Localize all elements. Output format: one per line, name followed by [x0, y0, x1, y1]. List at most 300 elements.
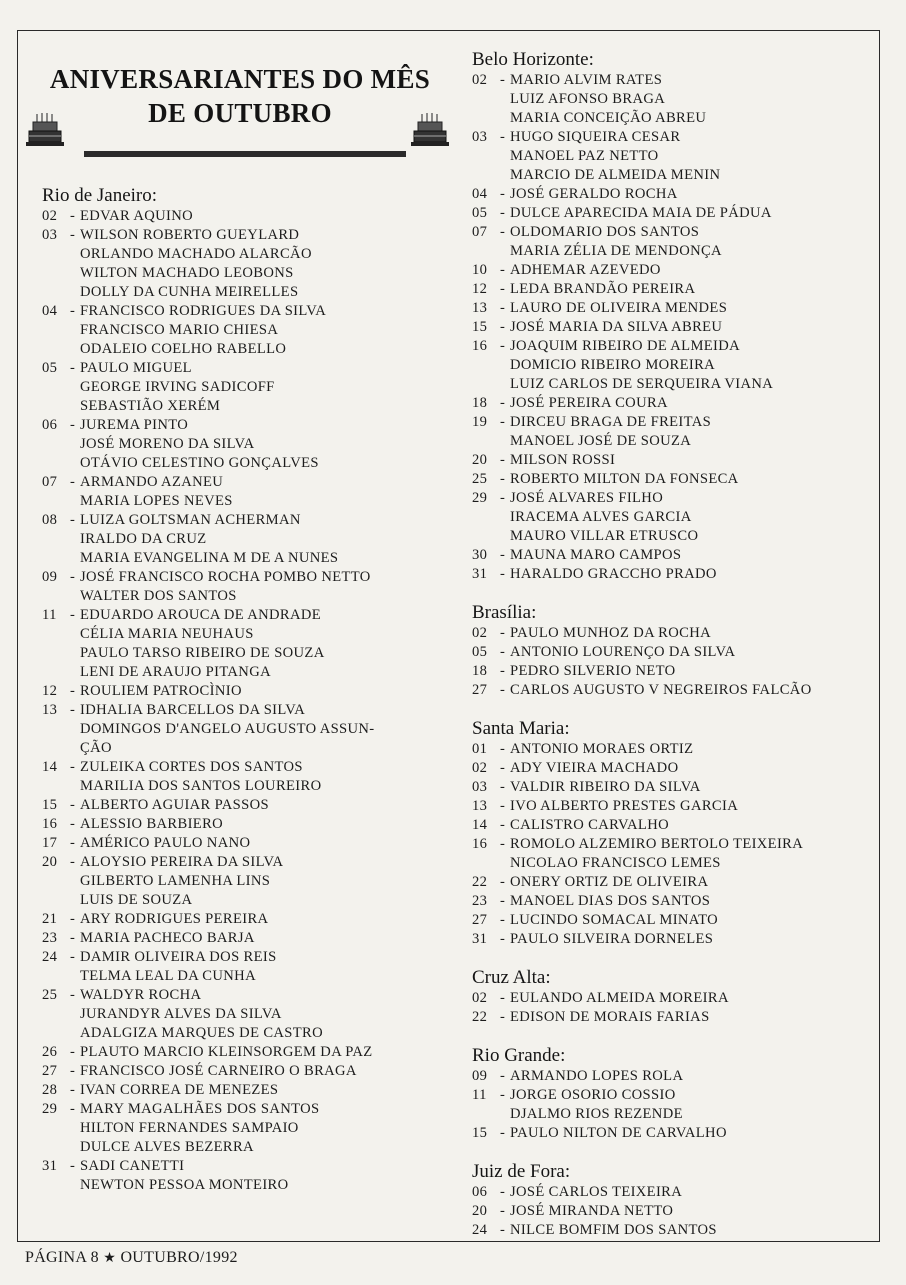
birthday-entry: [42, 359, 452, 416]
member-name: ADALGIZA MARQUES DE CASTRO: [80, 1025, 324, 1041]
entry-names: [510, 892, 710, 911]
entry-day: 29: [42, 1101, 58, 1117]
entry-day: 18: [472, 663, 488, 679]
entry-day: 18: [472, 395, 488, 411]
entry-separator: -: [500, 779, 506, 795]
member-name: MILSON ROSSI: [510, 452, 616, 468]
entry-day: 02: [472, 72, 488, 88]
entry-separator: -: [70, 835, 76, 851]
entry-names: [510, 1067, 683, 1086]
entry-day: 20: [472, 452, 488, 468]
entry-names: [510, 1124, 727, 1143]
right-column: [472, 50, 872, 1240]
member-name: JOSÉ MIRANDA NETTO: [510, 1203, 674, 1219]
city-heading: Juiz de Fora:: [472, 1161, 571, 1182]
birthday-entry: [472, 261, 872, 280]
entry-day: 24: [42, 949, 58, 965]
member-name: ORLANDO MACHADO ALARCÃO: [80, 246, 312, 262]
member-name: EULANDO ALMEIDA MOREIRA: [510, 990, 729, 1006]
entry-names: [510, 797, 738, 816]
entry-day: 16: [42, 816, 58, 832]
member-name: EDISON DE MORAIS FARIAS: [510, 1009, 710, 1025]
birthday-entry: [42, 606, 452, 682]
entry-names: [80, 796, 269, 815]
entry-names: [510, 816, 669, 835]
entry-names: [510, 1202, 673, 1221]
entry-separator: -: [500, 893, 506, 909]
entry-names: [510, 299, 727, 318]
entry-separator: -: [500, 682, 506, 698]
entry-names: [510, 624, 711, 643]
entry-names: [510, 337, 773, 394]
member-name: LEDA BRANDÃO PEREIRA: [510, 281, 696, 297]
member-name: ROBERTO MILTON DA FONSECA: [510, 471, 739, 487]
entry-separator: -: [70, 797, 76, 813]
entry-separator: -: [70, 208, 76, 224]
entry-day: 25: [42, 987, 58, 1003]
entry-separator: -: [500, 319, 506, 335]
entry-day: 06: [472, 1184, 488, 1200]
entry-separator: -: [70, 1101, 76, 1117]
member-name: MARY MAGALHÃES DOS SANTOS: [80, 1101, 320, 1117]
entry-day: 08: [42, 512, 58, 528]
entry-names: [510, 1183, 682, 1202]
member-name: JOSÉ ALVARES FILHO: [510, 490, 664, 506]
member-name: LUIZ AFONSO BRAGA: [510, 91, 666, 107]
birthday-entry: [472, 223, 872, 261]
member-name: DJALMO RIOS REZENDE: [510, 1106, 683, 1122]
member-name: DOMICIO RIBEIRO MOREIRA: [510, 357, 716, 373]
member-name: ALESSIO BARBIERO: [80, 816, 224, 832]
entry-names: [510, 565, 717, 584]
entry-separator: -: [500, 836, 506, 852]
entry-day: 19: [472, 414, 488, 430]
birthday-entry: [472, 413, 872, 451]
member-name: JOSÉ CARLOS TEIXEIRA: [510, 1184, 683, 1200]
birthday-entry: [472, 318, 872, 337]
member-name: JOSÉ MARIA DA SILVA ABREU: [510, 319, 723, 335]
entry-names: [80, 416, 319, 473]
member-name: WILSON ROBERTO GUEYLARD: [80, 227, 300, 243]
entry-separator: -: [70, 854, 76, 870]
member-name: VALDIR RIBEIRO DA SILVA: [510, 779, 701, 795]
member-name: DOMINGOS D'ANGELO AUGUSTO ASSUN-: [80, 721, 375, 737]
member-name: NEWTON PESSOA MONTEIRO: [80, 1177, 289, 1193]
entry-names: [510, 759, 678, 778]
entry-separator: -: [70, 930, 76, 946]
entry-day: 22: [472, 874, 488, 890]
birthday-entry: [472, 740, 872, 759]
member-name: MAURO VILLAR ETRUSCO: [510, 528, 699, 544]
entry-day: 07: [472, 224, 488, 240]
entry-separator: -: [500, 186, 506, 202]
member-name: CALISTRO CARVALHO: [510, 817, 669, 833]
entry-day: 17: [42, 835, 58, 851]
entry-separator: -: [500, 262, 506, 278]
entry-day: 09: [42, 569, 58, 585]
entry-day: 27: [42, 1063, 58, 1079]
entry-day: 28: [42, 1082, 58, 1098]
entry-names: [510, 1221, 717, 1240]
birthday-entry: [472, 1086, 872, 1124]
member-name: MANOEL PAZ NETTO: [510, 148, 659, 164]
entry-day: 03: [472, 779, 488, 795]
birthday-entry: [42, 568, 452, 606]
entry-names: [510, 989, 729, 1008]
entry-day: 11: [42, 607, 57, 623]
entry-separator: -: [500, 817, 506, 833]
birthday-entry: [42, 815, 452, 834]
member-name: JURANDYR ALVES DA SILVA: [80, 1006, 282, 1022]
birthday-entry: [42, 416, 452, 473]
entry-day: 06: [42, 417, 58, 433]
entry-names: [80, 473, 233, 511]
member-name: MAUNA MARO CAMPOS: [510, 547, 682, 563]
entry-separator: -: [500, 205, 506, 221]
member-name: MANOEL JOSÉ DE SOUZA: [510, 433, 692, 449]
member-name: DIRCEU BRAGA DE FREITAS: [510, 414, 712, 430]
entry-separator: -: [70, 607, 76, 623]
member-name: PAULO SILVEIRA DORNELES: [510, 931, 714, 947]
birthday-entry: [472, 835, 872, 873]
entry-day: 20: [42, 854, 58, 870]
member-name: LUIZ CARLOS DE SERQUEIRA VIANA: [510, 376, 774, 392]
member-name: MANOEL DIAS DOS SANTOS: [510, 893, 711, 909]
entry-names: [510, 413, 711, 451]
member-name: WALTER DOS SANTOS: [80, 588, 237, 604]
entry-separator: -: [500, 931, 506, 947]
entry-separator: -: [500, 1125, 506, 1141]
entry-separator: -: [500, 798, 506, 814]
entry-day: 12: [42, 683, 58, 699]
entry-separator: -: [500, 625, 506, 641]
entry-day: 02: [472, 760, 488, 776]
member-name: TELMA LEAL DA CUNHA: [80, 968, 256, 984]
entry-names: [510, 451, 615, 470]
member-name: MARIA CONCEIÇÃO ABREU: [510, 110, 707, 126]
entry-separator: -: [500, 471, 506, 487]
member-name: HUGO SIQUEIRA CESAR: [510, 129, 681, 145]
birthday-entry: [42, 853, 452, 910]
entry-separator: -: [500, 912, 506, 928]
member-name: ONERY ORTIZ DE OLIVEIRA: [510, 874, 709, 890]
member-name: GEORGE IRVING SADICOFF: [80, 379, 275, 395]
entry-separator: -: [500, 566, 506, 582]
entry-names: [80, 853, 283, 910]
entry-names: [80, 359, 275, 416]
entry-names: [80, 929, 255, 948]
entry-names: [80, 986, 323, 1043]
entry-names: [80, 511, 338, 568]
entry-day: 27: [472, 682, 488, 698]
member-name: PAULO NILTON DE CARVALHO: [510, 1125, 727, 1141]
title-block: [22, 58, 458, 176]
birthday-entry: [42, 986, 452, 1043]
birthday-entry: [472, 1221, 872, 1240]
member-name: DULCE APARECIDA MAIA DE PÁDUA: [510, 205, 772, 221]
member-name: IVO ALBERTO PRESTES GARCIA: [510, 798, 739, 814]
member-name: JOSÉ FRANCISCO ROCHA POMBO NETTO: [80, 569, 371, 585]
member-name: ANTONIO LOURENÇO DA SILVA: [510, 644, 736, 660]
entry-day: 12: [472, 281, 488, 297]
member-name: LUCINDO SOMACAL MINATO: [510, 912, 718, 928]
member-name: AMÉRICO PAULO NANO: [80, 835, 251, 851]
entry-names: [80, 606, 325, 682]
birthday-entry: [472, 451, 872, 470]
entry-day: 10: [472, 262, 488, 278]
birthday-entry: [472, 337, 872, 394]
member-name: MARILIA DOS SANTOS LOUREIRO: [80, 778, 322, 794]
entry-separator: -: [70, 1063, 76, 1079]
entry-day: 15: [472, 319, 488, 335]
member-name: DOLLY DA CUNHA MEIRELLES: [80, 284, 299, 300]
entry-names: [510, 662, 676, 681]
entry-separator: -: [500, 129, 506, 145]
entry-day: 05: [472, 205, 488, 221]
member-name: MARIA EVANGELINA M DE A NUNES: [80, 550, 339, 566]
entry-names: [80, 226, 312, 302]
entry-day: 15: [472, 1125, 488, 1141]
entry-separator: -: [70, 683, 76, 699]
member-name: LUIZA GOLTSMAN ACHERMAN: [80, 512, 301, 528]
entry-separator: -: [70, 949, 76, 965]
birthday-entry: [472, 185, 872, 204]
birthday-entry: [472, 643, 872, 662]
member-name: ROULIEM PATROCÌNIO: [80, 683, 242, 699]
member-name: LENI DE ARAUJO PITANGA: [80, 664, 271, 680]
birthday-entry: [42, 226, 452, 302]
birthday-entry: [472, 1067, 872, 1086]
entry-separator: -: [500, 338, 506, 354]
entry-names: [80, 815, 223, 834]
city-heading: Rio Grande:: [472, 1045, 566, 1066]
entry-separator: -: [70, 1044, 76, 1060]
entry-names: [80, 834, 250, 853]
entry-names: [510, 643, 735, 662]
city-heading: Cruz Alta:: [472, 967, 551, 988]
entry-names: [80, 1100, 319, 1157]
entry-day: 14: [472, 817, 488, 833]
member-name: NILCE BOMFIM DOS SANTOS: [510, 1222, 717, 1238]
entry-day: 24: [472, 1222, 488, 1238]
entry-names: [80, 1157, 289, 1195]
entry-separator: -: [70, 911, 76, 927]
member-name: MARIA LOPES NEVES: [80, 493, 233, 509]
member-name: JOAQUIM RIBEIRO DE ALMEIDA: [510, 338, 741, 354]
entry-names: [510, 223, 722, 261]
birthday-entry: [472, 128, 872, 185]
birthday-entry: [472, 204, 872, 223]
entry-day: 23: [42, 930, 58, 946]
birthday-entry: [472, 797, 872, 816]
entry-separator: -: [500, 1222, 506, 1238]
birthday-cake-icon: [25, 110, 65, 150]
title-line-1: ANIVERSARIANTES DO MÊS: [49, 64, 431, 94]
entry-names: [510, 873, 708, 892]
title-line-2: DE OUTUBRO: [148, 98, 332, 128]
member-name: EDVAR AQUINO: [80, 208, 193, 224]
member-name: ARY RODRIGUES PEREIRA: [80, 911, 269, 927]
entry-names: [510, 71, 706, 128]
entry-day: 04: [472, 186, 488, 202]
member-name: IRALDO DA CRUZ: [80, 531, 207, 547]
entry-names: [510, 261, 661, 280]
entry-day: 20: [472, 1203, 488, 1219]
member-name: JORGE OSORIO COSSIO: [510, 1087, 676, 1103]
birthday-entry: [42, 511, 452, 568]
entry-separator: -: [500, 1068, 506, 1084]
member-name: OLDOMARIO DOS SANTOS: [510, 224, 700, 240]
entry-day: 29: [472, 490, 488, 506]
member-name: WILTON MACHADO LEOBONS: [80, 265, 294, 281]
birthday-entry: [472, 1008, 872, 1027]
birthday-entry: [472, 489, 872, 546]
entry-day: 03: [42, 227, 58, 243]
entry-day: 11: [472, 1087, 487, 1103]
birthday-entry: [472, 1202, 872, 1221]
entry-names: [510, 1008, 710, 1027]
member-name: PAULO MUNHOZ DA ROCHA: [510, 625, 712, 641]
entry-names: [80, 302, 326, 359]
birthday-entry: [42, 796, 452, 815]
member-name: ODALEIO COELHO RABELLO: [80, 341, 287, 357]
member-name: OTÁVIO CELESTINO GONÇALVES: [80, 455, 319, 471]
birthday-entry: [42, 701, 452, 758]
entry-separator: -: [70, 474, 76, 490]
entry-day: 01: [472, 741, 488, 757]
birthday-entry: [42, 910, 452, 929]
birthday-entry: [472, 546, 872, 565]
birthday-entry: [472, 681, 872, 700]
entry-names: [510, 204, 772, 223]
entry-day: 13: [472, 300, 488, 316]
entry-names: [510, 546, 681, 565]
star-icon: ★: [103, 1251, 117, 1266]
entry-names: [80, 207, 193, 226]
entry-separator: -: [500, 1087, 506, 1103]
birthday-entry: [472, 873, 872, 892]
entry-day: 14: [42, 759, 58, 775]
entry-day: 09: [472, 1068, 488, 1084]
entry-names: [510, 930, 713, 949]
member-name: LUIS DE SOUZA: [80, 892, 193, 908]
birthday-cake-icon: [410, 110, 450, 150]
entry-separator: -: [500, 760, 506, 776]
birthday-entry: [42, 834, 452, 853]
member-name: ÇÃO: [80, 740, 112, 756]
member-name: MARCIO DE ALMEIDA MENIN: [510, 167, 721, 183]
entry-names: [80, 948, 277, 986]
entry-day: 02: [472, 990, 488, 1006]
entry-separator: -: [500, 741, 506, 757]
entry-day: 27: [472, 912, 488, 928]
city-heading: Santa Maria:: [472, 718, 570, 739]
birthday-entry: [42, 302, 452, 359]
member-name: EDUARDO AROUCA DE ANDRADE: [80, 607, 322, 623]
entry-separator: -: [500, 1184, 506, 1200]
title-underline: [84, 151, 406, 157]
entry-names: [80, 1043, 373, 1062]
entry-day: 31: [472, 931, 488, 947]
birthday-entry: [472, 816, 872, 835]
entry-day: 30: [472, 547, 488, 563]
entry-separator: -: [500, 1009, 506, 1025]
member-name: FRANCISCO MARIO CHIESA: [80, 322, 279, 338]
entry-day: 13: [472, 798, 488, 814]
member-name: PLAUTO MARCIO KLEINSORGEM DA PAZ: [80, 1044, 373, 1060]
birthday-entry: [42, 758, 452, 796]
birthday-entry: [472, 662, 872, 681]
entry-names: [80, 682, 242, 701]
entry-day: 31: [472, 566, 488, 582]
birthday-entry: [42, 1081, 452, 1100]
entry-separator: -: [500, 490, 506, 506]
entry-separator: -: [500, 414, 506, 430]
birthday-entry: [42, 1062, 452, 1081]
birthday-entry: [472, 911, 872, 930]
entry-names: [510, 778, 701, 797]
birthday-entry: [472, 778, 872, 797]
entry-separator: -: [500, 72, 506, 88]
member-name: MARIA ZÉLIA DE MENDONÇA: [510, 243, 722, 259]
birthday-entry: [472, 299, 872, 318]
entry-day: 05: [42, 360, 58, 376]
member-name: ALOYSIO PEREIRA DA SILVA: [80, 854, 284, 870]
entry-separator: -: [500, 395, 506, 411]
entry-day: 21: [42, 911, 58, 927]
entry-names: [510, 394, 668, 413]
birthday-entry: [42, 1157, 452, 1195]
entry-names: [80, 910, 268, 929]
birthday-entry: [472, 71, 872, 128]
entry-separator: -: [70, 759, 76, 775]
entry-separator: -: [500, 547, 506, 563]
birthday-entry: [472, 892, 872, 911]
member-name: NICOLAO FRANCISCO LEMES: [510, 855, 721, 871]
member-name: FRANCISCO JOSÉ CARNEIRO O BRAGA: [80, 1063, 357, 1079]
member-name: ANTONIO MORAES ORTIZ: [510, 741, 694, 757]
birthday-entry: [42, 1100, 452, 1157]
member-name: JOSÉ PEREIRA COURA: [510, 395, 668, 411]
birthday-entry: [472, 989, 872, 1008]
entry-separator: -: [500, 663, 506, 679]
birthday-entry: [42, 473, 452, 511]
footer-page-number: PÁGINA 8: [25, 1249, 99, 1266]
member-name: IRACEMA ALVES GARCIA: [510, 509, 692, 525]
member-name: SEBASTIÃO XERÉM: [80, 398, 221, 414]
entry-names: [510, 681, 812, 700]
entry-day: 16: [472, 836, 488, 852]
member-name: IVAN CORREA DE MENEZES: [80, 1082, 279, 1098]
member-name: CÉLIA MARIA NEUHAUS: [80, 626, 254, 642]
entry-names: [510, 128, 720, 185]
member-name: IDHALIA BARCELLOS DA SILVA: [80, 702, 306, 718]
member-name: ALBERTO AGUIAR PASSOS: [80, 797, 269, 813]
member-name: LAURO DE OLIVEIRA MENDES: [510, 300, 728, 316]
member-name: GILBERTO LAMENHA LINS: [80, 873, 271, 889]
entry-separator: -: [70, 816, 76, 832]
entry-separator: -: [70, 227, 76, 243]
member-name: CARLOS AUGUSTO V NEGREIROS FALCÃO: [510, 682, 812, 698]
entry-separator: -: [70, 1082, 76, 1098]
entry-names: [510, 489, 698, 546]
entry-separator: -: [70, 512, 76, 528]
entry-day: 02: [472, 625, 488, 641]
entry-separator: -: [70, 702, 76, 718]
footer-issue-date: OUTUBRO/1992: [120, 1249, 238, 1266]
entry-separator: -: [500, 990, 506, 1006]
entry-separator: -: [500, 874, 506, 890]
